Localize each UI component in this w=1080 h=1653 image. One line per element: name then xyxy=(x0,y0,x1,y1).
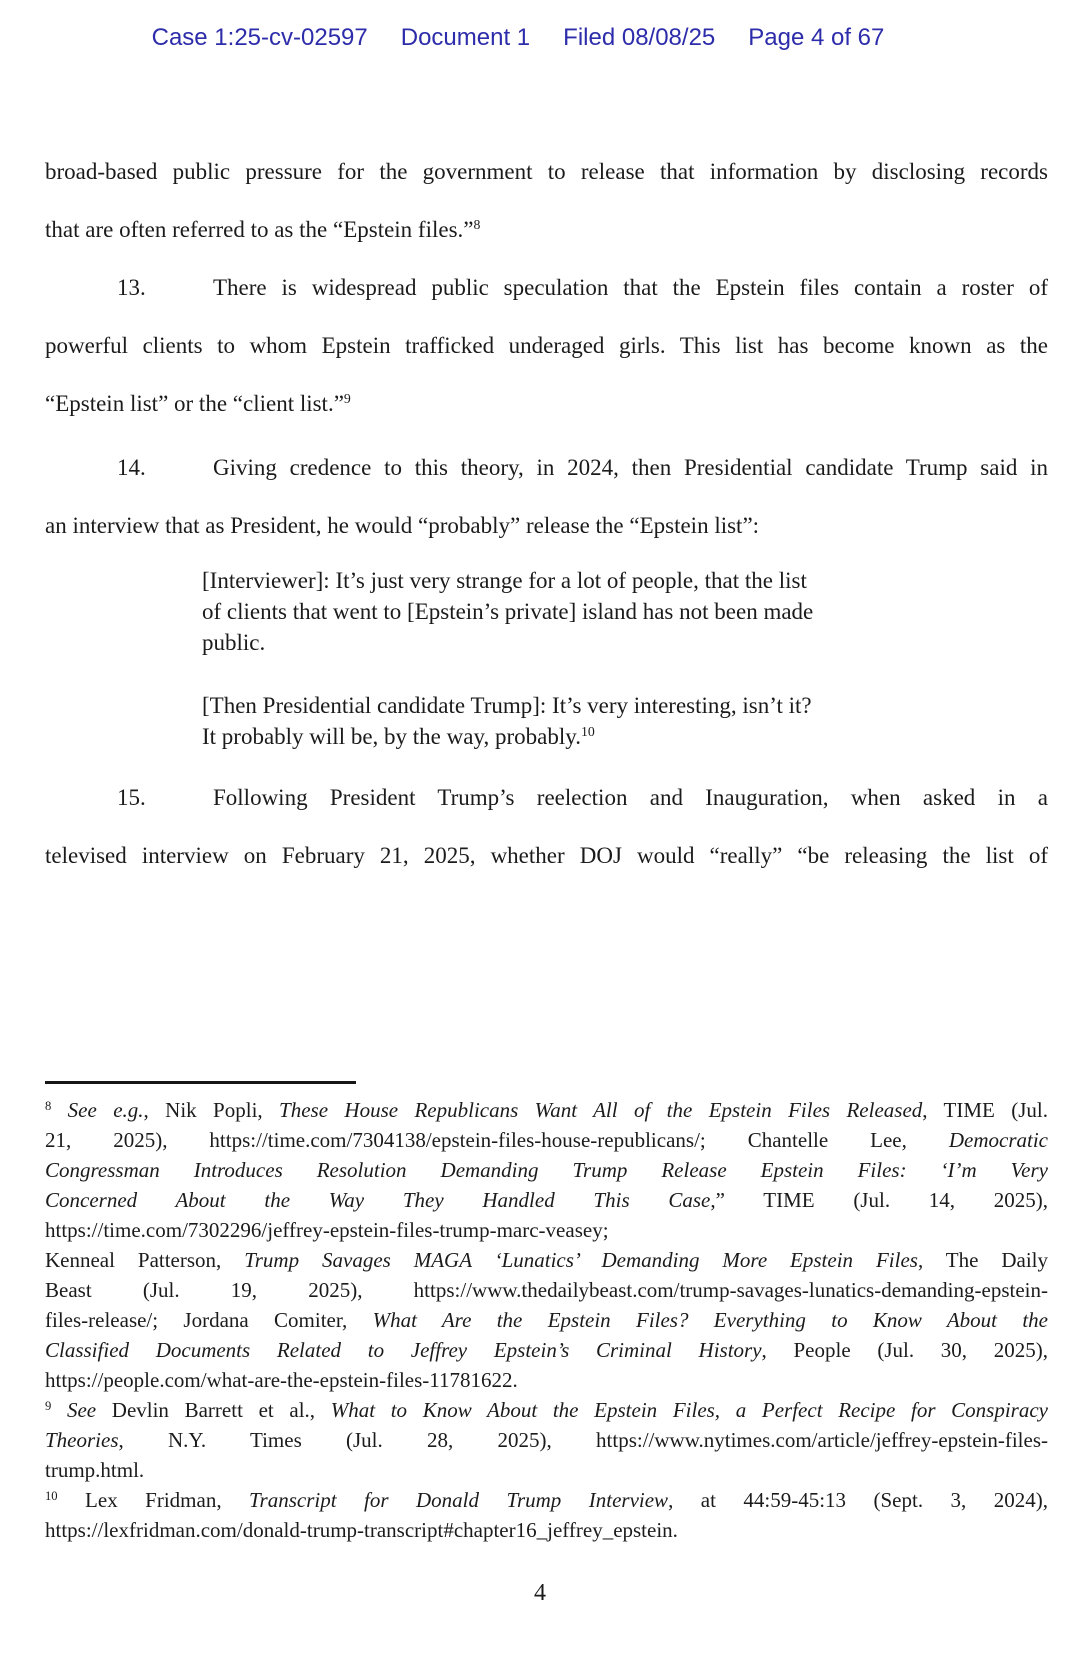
paragraph-number: 15. xyxy=(117,785,146,810)
text-segment: Classified Documents Related to Jeffrey Epstein’s Criminal History xyxy=(45,1338,762,1362)
text-line xyxy=(45,1365,1048,1395)
text-segment: Beast (Jul. 19, 2025), https://www.thedailybeast.com/trump-savages-lunatics-demanding-epstein- xyxy=(45,1278,1048,1302)
text-segment: Devlin Barrett et al., xyxy=(96,1398,331,1422)
text-segment: [Interviewer]: It’s just very strange for a lot of people, that the list xyxy=(202,568,807,593)
paragraph-15 xyxy=(45,769,1048,885)
text-segment: , at 44:59-45:13 (Sept. 3, 2024), xyxy=(668,1488,1048,1512)
text-segment: These House Republicans Want All of the Epstein Files Released xyxy=(279,1098,923,1122)
text-line xyxy=(202,690,1048,721)
text-segment: Transcript for Donald Trump Interview xyxy=(249,1488,669,1512)
text-segment: See xyxy=(51,1398,97,1422)
text-line xyxy=(45,1515,1048,1545)
footnote-reference-superscript: 8 xyxy=(473,217,481,233)
paragraph-number: 14. xyxy=(117,455,146,480)
text-line xyxy=(45,439,1048,497)
header-case-number: Case 1:25-cv-02597 xyxy=(151,24,368,51)
text-segment: Congressman Introduces Resolution Demanding Trump Release Epstein Files: ‘I’m Very xyxy=(45,1158,1048,1182)
block-quote-interviewer xyxy=(45,565,1048,658)
text-line xyxy=(45,1485,1048,1515)
footnote-reference-superscript: 10 xyxy=(45,1489,58,1504)
text-line xyxy=(45,1395,1048,1425)
text-segment: https://lexfridman.com/donald-trump-transcript#chapter16_jeffrey_epstein. xyxy=(45,1518,678,1542)
text-segment: Kenneal Patterson, xyxy=(45,1248,245,1272)
text-segment: https://time.com/7302296/jeffrey-epstein-files-trump-marc-veasey; xyxy=(45,1218,609,1242)
text-segment: ,” TIME (Jul. 14, 2025), xyxy=(710,1188,1049,1212)
text-segment: There is widespread public speculation that the Epstein files contain a roster of xyxy=(213,275,1048,300)
text-segment: , Nik Popli, xyxy=(143,1098,280,1122)
text-segment: Democratic xyxy=(948,1128,1048,1152)
text-segment: 21, 2025), https://time.com/7304138/epstein-files-house-republicans/; Chantelle Lee, xyxy=(45,1128,949,1152)
text-segment: Trump Savages MAGA ‘Lunatics’ Demanding More Epstein Files xyxy=(244,1248,918,1272)
page-number: 4 xyxy=(534,1580,546,1606)
paragraph-continuation xyxy=(45,143,1048,259)
text-segment: , N.Y. Times (Jul. 28, 2025), https://www.nytimes.com/article/jeffrey-epstein-files- xyxy=(118,1428,1048,1452)
text-segment: public. xyxy=(202,630,266,655)
text-segment: Following President Trump’s reelection and Inauguration, when asked in a xyxy=(213,785,1048,810)
footnotes-section xyxy=(45,1081,1048,1545)
text-segment: files-release/; Jordana Comiter, xyxy=(45,1308,373,1332)
text-segment: televised interview on February 21, 2025, whether DOJ would “really” “be releasing the list of xyxy=(45,843,1048,868)
text-line xyxy=(202,721,1048,752)
text-line xyxy=(45,1185,1048,1215)
paragraph-14 xyxy=(45,439,1048,555)
text-line xyxy=(45,1095,1048,1125)
text-line xyxy=(45,1155,1048,1185)
text-line xyxy=(202,565,1048,596)
text-segment: an interview that as President, he would “probably” release the “Epstein list”: xyxy=(45,513,760,538)
text-line xyxy=(45,201,1048,259)
text-segment: of clients that went to [Epstein’s private] island has not been made xyxy=(202,599,814,624)
text-segment: It probably will be, by the way, probably. xyxy=(202,724,581,749)
header-page-info: Page 4 of 67 xyxy=(748,24,885,51)
text-segment: , TIME (Jul. xyxy=(922,1098,1048,1122)
text-segment: https://people.com/what-are-the-epstein-files-11781622. xyxy=(45,1368,518,1392)
text-segment: “Epstein list” or the “client list.” xyxy=(45,391,344,416)
text-line xyxy=(45,1455,1048,1485)
text-segment: trump.html. xyxy=(45,1458,145,1482)
text-line xyxy=(45,259,1048,317)
footnote-8 xyxy=(45,1095,1048,1395)
text-segment: , The Daily xyxy=(917,1248,1048,1272)
text-line xyxy=(45,143,1048,201)
footnote-9 xyxy=(45,1395,1048,1485)
text-segment: that are often referred to as the “Epstein files.” xyxy=(45,217,474,242)
text-segment: See e.g. xyxy=(51,1098,144,1122)
paragraph-number: 13. xyxy=(117,275,146,300)
text-line xyxy=(45,1275,1048,1305)
text-line xyxy=(45,497,1048,555)
header-filed-date: Filed 08/08/25 xyxy=(563,24,716,51)
text-segment: Lex Fridman, xyxy=(57,1488,250,1512)
text-segment: What Are the Epstein Files? Everything to Know About the xyxy=(372,1308,1048,1332)
footnote-reference-superscript: 8 xyxy=(45,1099,52,1114)
text-line xyxy=(202,627,1048,658)
text-line xyxy=(45,1335,1048,1365)
text-segment: Theories xyxy=(45,1428,119,1452)
text-line xyxy=(45,769,1048,827)
footnote-10 xyxy=(45,1485,1048,1545)
text-line xyxy=(202,596,1048,627)
header-document-number: Document 1 xyxy=(400,24,531,51)
block-quote-trump xyxy=(45,690,1048,752)
footnote-reference-superscript: 9 xyxy=(45,1399,52,1414)
text-line xyxy=(45,1215,1048,1245)
footnote-reference-superscript: 10 xyxy=(580,724,595,740)
text-segment: Giving credence to this theory, in 2024, then Presidential candidate Trump said in xyxy=(213,455,1048,480)
text-segment: , People (Jul. 30, 2025), xyxy=(761,1338,1048,1362)
text-segment: [Then Presidential candidate Trump]: It’s very interesting, isn’t it? xyxy=(202,693,812,718)
footnote-separator xyxy=(45,1081,356,1084)
text-line xyxy=(45,1245,1048,1275)
text-segment: Concerned About the Way They Handled This Case xyxy=(45,1188,711,1212)
text-segment: powerful clients to whom Epstein trafficked underaged girls. This list has become known as the xyxy=(45,333,1048,358)
text-segment: What to Know About the Epstein Files, a Perfect Recipe for Conspiracy xyxy=(330,1398,1048,1422)
text-line xyxy=(45,1125,1048,1155)
document-body xyxy=(45,0,1048,885)
text-line xyxy=(45,827,1048,885)
text-line xyxy=(45,317,1048,375)
paragraph-13 xyxy=(45,259,1048,433)
text-line xyxy=(45,1305,1048,1335)
footnote-text xyxy=(45,1095,1048,1545)
footnote-reference-superscript: 9 xyxy=(343,391,351,407)
text-line xyxy=(45,1425,1048,1455)
text-segment: broad-based public pressure for the government to release that information by disclosing records xyxy=(45,159,1048,184)
text-line xyxy=(45,375,1048,433)
